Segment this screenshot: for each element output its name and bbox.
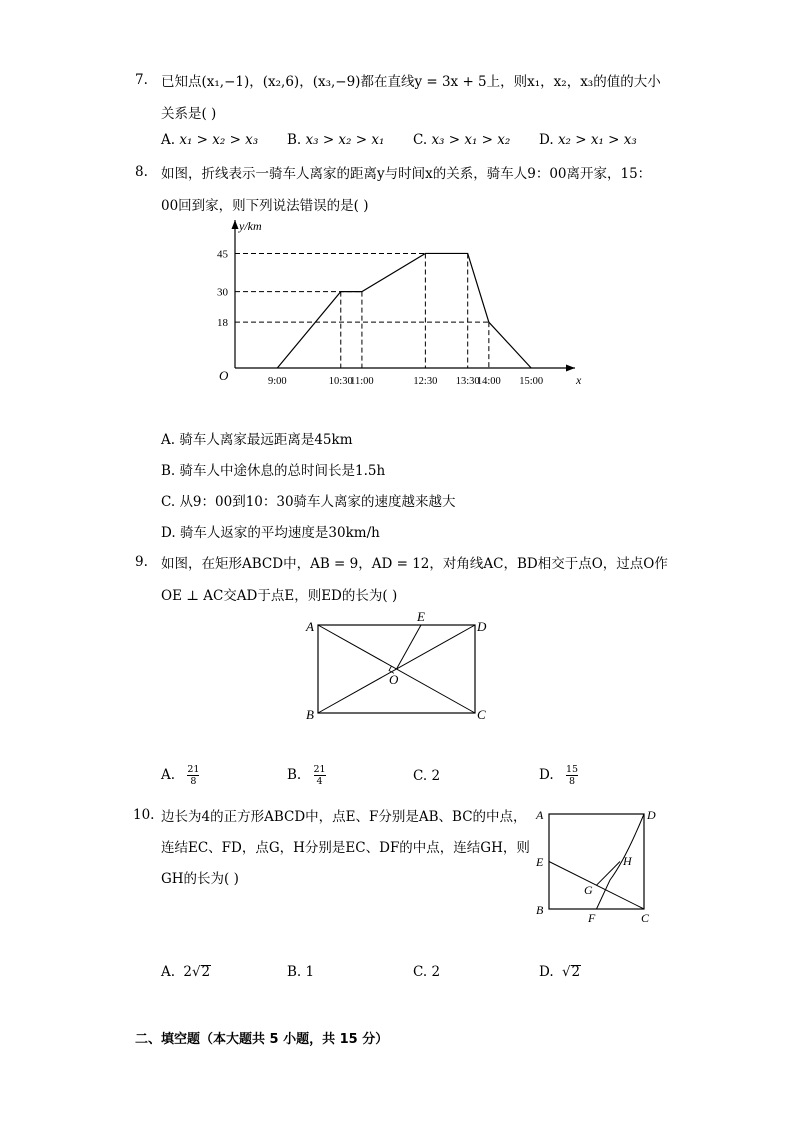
segment-gh	[597, 862, 621, 886]
label-h: H	[623, 854, 632, 868]
q7-option-d: D. x₂ > x₁ > x₃	[539, 132, 637, 148]
question-7-line1: 已知点(x₁,−1)，(x₂,6)，(x₃,−9)都在直线y = 3x + 5上，则x₁，x₂，x₃的值的大小	[161, 74, 661, 90]
y-tick-label: 18	[217, 317, 228, 330]
rectangle-figure	[300, 605, 500, 725]
origin-label: O	[219, 368, 229, 383]
label-c: C	[641, 911, 650, 925]
x-tick-label: 11:00	[350, 376, 374, 387]
segment-ec	[549, 862, 644, 910]
label-a: A	[306, 619, 314, 634]
x-tick-label: 12:30	[413, 376, 438, 387]
q9-option-c: C. 2	[413, 768, 441, 784]
label-e: E	[536, 855, 544, 869]
x-tick-label: 9:00	[267, 376, 287, 387]
q10-option-c: C. 2	[413, 964, 441, 980]
question-9-line1: 如图，在矩形ABCD中，AB = 9，AD = 12，对角线AC，BD相交于点O，过点O作	[161, 556, 668, 572]
q10-option-d: D. √2	[539, 964, 581, 980]
question-7-number: 7.	[135, 72, 148, 88]
question-9-line2: OE ⊥ AC交AD于点E，则ED的长为( )	[161, 588, 398, 604]
x-tick-label: 10:30	[328, 376, 353, 387]
question-10-line1: 边长为4的正方形ABCD中，点E、F分别是AB、BC的中点，	[161, 809, 527, 825]
q8-option-a: A. 骑车人离家最远距离是45km	[161, 432, 353, 448]
q9-option-a: A. $\frac{21}{8}$	[161, 764, 200, 787]
q8-option-c: C. 从9：00到10：30骑车人离家的速度越来越大	[161, 494, 456, 510]
question-10-number: 10.	[133, 807, 155, 823]
label-o: O	[389, 672, 399, 687]
q7-option-b: B. x₃ > x₂ > x₁	[287, 132, 385, 148]
question-10-line3: GH的长为( )	[161, 871, 239, 887]
x-axis-arrow	[566, 365, 575, 372]
q7-option-a: A. x₁ > x₂ > x₃	[161, 132, 259, 148]
q8-option-b: B. 骑车人中途休息的总时间长是1.5h	[161, 463, 386, 479]
question-10-line2: 连结EC、FD，点G，H分别是EC、DF的中点，连结GH，则	[161, 840, 530, 856]
y-axis-arrow	[232, 220, 239, 229]
y-axis-label: y/km	[239, 219, 262, 233]
q9-option-d: D. $\frac{15}{8}$	[539, 764, 579, 787]
distance-time-chart	[210, 212, 590, 392]
question-8-number: 8.	[135, 164, 148, 180]
x-axis-label: x	[576, 373, 582, 387]
y-tick-label: 30	[217, 286, 228, 299]
x-tick-label: 15:00	[519, 376, 544, 387]
distance-series-line	[277, 253, 531, 368]
x-tick-label: 14:00	[476, 376, 501, 387]
question-7-line2: 关系是( )	[161, 106, 217, 122]
label-f: F	[588, 911, 596, 925]
label-b: B	[536, 903, 544, 917]
label-b: B	[306, 707, 314, 722]
label-c: C	[477, 707, 486, 722]
section-2-title: 二、填空题（本大题共 5 小题，共 15 分）	[135, 1032, 389, 1047]
label-g: G	[584, 883, 593, 897]
square-figure	[530, 800, 670, 930]
question-8-line2: 00回到家，则下列说法错误的是( )	[161, 198, 369, 214]
label-d: D	[477, 619, 487, 634]
q10-option-a: A. 2√2	[161, 964, 211, 980]
label-d: D	[647, 808, 656, 822]
q7-option-c: C. x₃ > x₁ > x₂	[413, 132, 511, 148]
x-tick-label: 13:30	[455, 376, 480, 387]
y-tick-label: 45	[217, 248, 228, 261]
q9-option-b: B. $\frac{21}{4}$	[287, 764, 326, 787]
label-a: A	[536, 808, 544, 822]
question-8-line1: 如图，折线表示一骑车人离家的距离y与时间x的关系，骑车人9：00离开家，15：	[161, 166, 652, 182]
segment-fd	[597, 814, 645, 909]
question-9-number: 9.	[135, 554, 148, 570]
q10-option-b: B. 1	[287, 964, 315, 980]
label-e: E	[417, 609, 425, 624]
q8-option-d: D. 骑车人返家的平均速度是30km/h	[161, 525, 380, 541]
